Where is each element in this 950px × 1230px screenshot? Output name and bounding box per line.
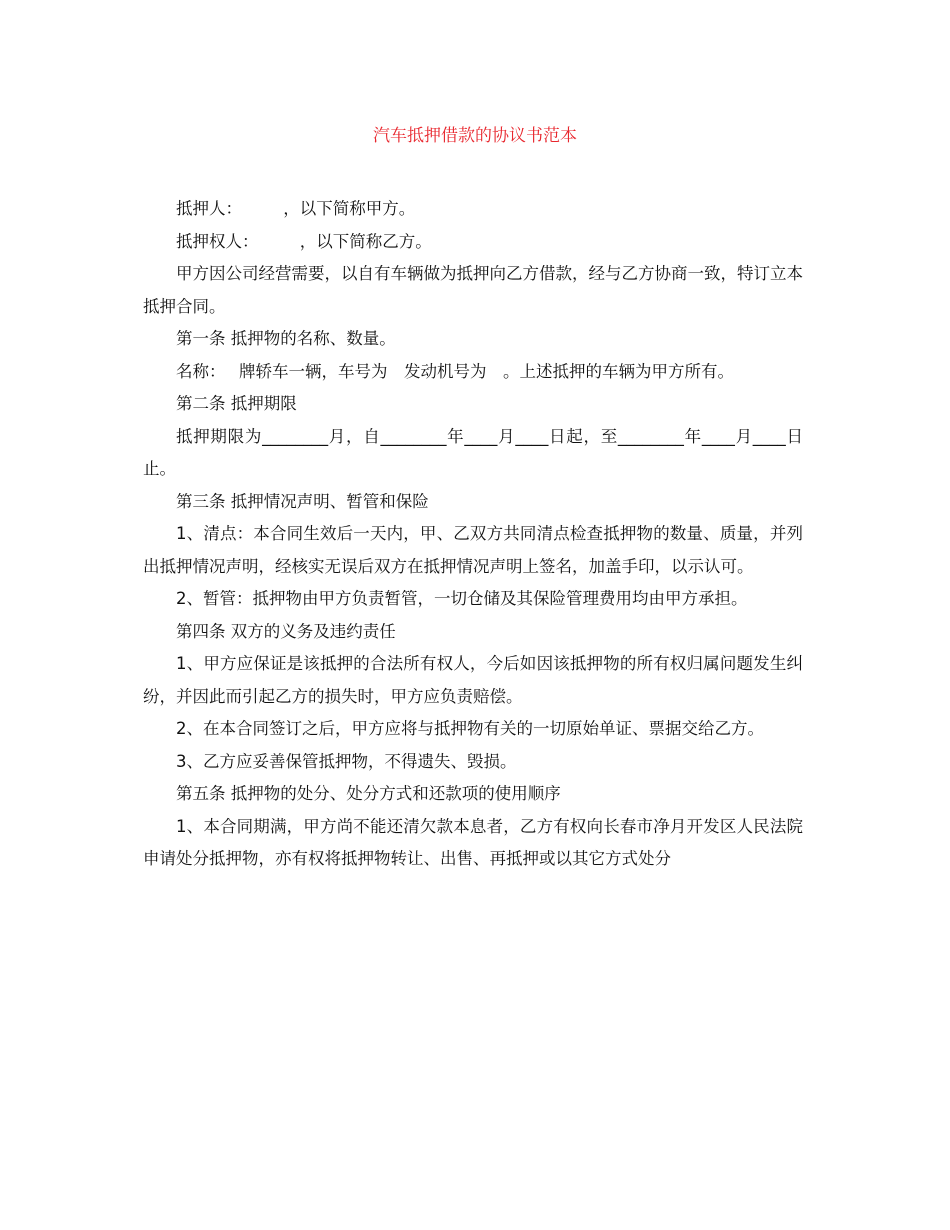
- article-4-heading: 第四条 双方的义务及违约责任: [176, 621, 396, 641]
- paragraph-obligation-3: 3、乙方应妥善保管抵押物，不得遗失、毁损。: [176, 751, 517, 771]
- paragraph-custody: 2、暂管：抵押物由甲方负责暂管，一切仓储及其保险管理费用均由甲方承担。: [176, 589, 748, 608]
- paragraph-disposal-1: 1、本合同期满，甲方尚不能还清欠款本息者，乙方有权向长春市净月开发区人民法院申请处分抵押物，亦有权将抵押物转让、出售、再抵押或以其它方式处分: [143, 816, 803, 868]
- paragraph-obligation-2: 2、在本合同签订之后，甲方应将与抵押物有关的一切原始单证、票据交给乙方。: [176, 719, 764, 738]
- paragraph-preamble: 甲方因公司经营需要，以自有车辆做为抵押向乙方借款，经与乙方协商一致，特订立本抵押合同。: [143, 264, 803, 316]
- document-body: [143, 193, 803, 876]
- paragraph-inventory: 1、清点：本合同生效后一天内，甲、乙双方共同清点检查抵押物的数量、质量，并列出抵押情况声明，经核实无误后双方在抵押情况声明上签名，加盖手印，以示认可。: [143, 524, 803, 576]
- paragraph-term: 抵押期限为________月，自________年____月____日起，至________年____月____日止。: [143, 426, 803, 478]
- document-title: 汽车抵押借款的协议书范本: [373, 126, 577, 146]
- paragraph-vehicle-name: 名称： 牌轿车一辆，车号为 发动机号为 。上述抵押的车辆为甲方所有。: [176, 361, 734, 381]
- article-3-heading: 第三条 抵押情况声明、暂管和保险: [176, 491, 429, 511]
- paragraph-obligation-1: 1、甲方应保证是该抵押的合法所有权人，今后如因该抵押物的所有权归属问题发生纠纷，并因此而引起乙方的损失时，甲方应负责赔偿。: [143, 654, 803, 706]
- article-2-heading: 第二条 抵押期限: [176, 394, 297, 413]
- article-5-heading: 第五条 抵押物的处分、处分方式和还款项的使用顺序: [176, 784, 561, 803]
- article-1-heading: 第一条 抵押物的名称、数量。: [176, 329, 396, 348]
- paragraph-mortgagor: 抵押人： ，以下简称甲方。: [176, 199, 416, 218]
- paragraph-mortgagee: 抵押权人： ，以下简称乙方。: [176, 231, 432, 251]
